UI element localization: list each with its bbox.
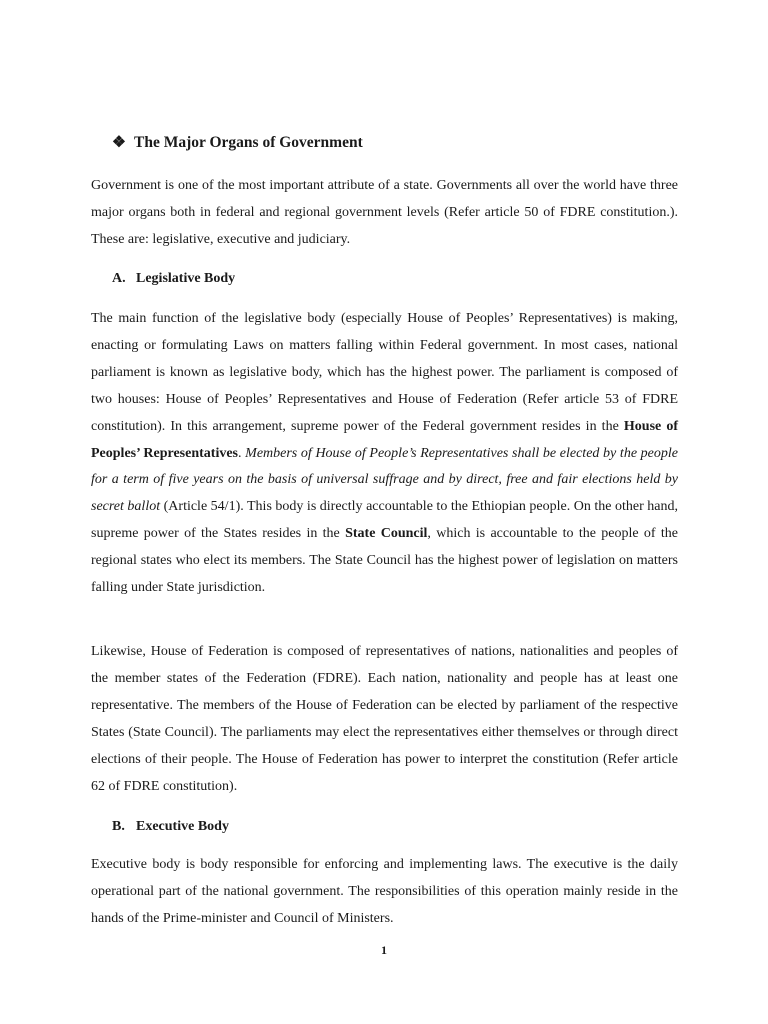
intro-paragraph: Government is one of the most important attribute of a state. Governments all over the world have three major organs both in federal and regional government levels (Refer article 50 of FDRE constitution.). These are: legislative, executive and judiciary. bbox=[91, 178, 678, 247]
section-a-title: Legislative Body bbox=[136, 271, 236, 286]
diamond-bullet-icon: ❖ bbox=[112, 134, 126, 151]
section-b-heading bbox=[112, 816, 229, 838]
page-title-text: The Major Organs of Government bbox=[134, 134, 363, 151]
section-a-label: A. bbox=[112, 271, 126, 286]
section-a-heading bbox=[112, 268, 235, 290]
legislative-text-3: (Article 54/1). This body is directly accountable to the Ethiopian people. On the other hand, supreme power of the States resides in the bbox=[91, 499, 679, 542]
legislative-text-1: The main function of the legislative body (especially House of Peoples’ Representatives) is making, enacting or formulating Laws on matters falling within Federal government. In most cases, national parliament is known as legislative body, which has the highest power. The parliament is composed of two houses: House of Peoples’ Representatives and House of Federation (Refer article 53 of FDRE constitution). In this arrangement, supreme power of the Federal government resides in the bbox=[91, 311, 678, 434]
page-number: 1 bbox=[381, 943, 387, 957]
legislative-text-4: , which is accountable to the people of the regional states who elect its members. The State Council has the highest power of legislation on matters falling under State jurisdiction. bbox=[91, 526, 678, 596]
section-b-label: B. bbox=[112, 819, 125, 834]
house-of-federation-paragraph: Likewise, House of Federation is composed of representatives of nations, nationalities and peoples of the member states of the Federation (FDRE). Each nation, nationality and people has at least one representative. The members of the House of Federation can be elected by parliament of the respective States (State Council). The parliaments may elect the representatives either themselves or through direct elections of their people. The House of Federation has power to interpret the constitution (Refer article 62 of FDRE constitution). bbox=[91, 644, 678, 794]
legislative-bold-house: House of Peoples’ Representatives bbox=[91, 418, 678, 461]
legislative-bold-state-council: State Council bbox=[345, 526, 428, 542]
legislative-paragraph bbox=[91, 306, 678, 602]
page-title bbox=[112, 132, 363, 154]
legislative-text-2: . bbox=[238, 445, 246, 461]
legislative-italic-quote: Members of House of People’s Representatives shall be elected by the people for a term of five years on the basis of universal suffrage and by direct, free and fair elections held by secret ballot bbox=[91, 445, 678, 515]
section-b-title: Executive Body bbox=[136, 819, 229, 834]
executive-paragraph: Executive body is body responsible for enforcing and implementing laws. The executive is the daily operational part of the national government. The responsibilities of this operation mainly reside in the hands of the Prime-minister and Council of Ministers. bbox=[91, 857, 678, 926]
